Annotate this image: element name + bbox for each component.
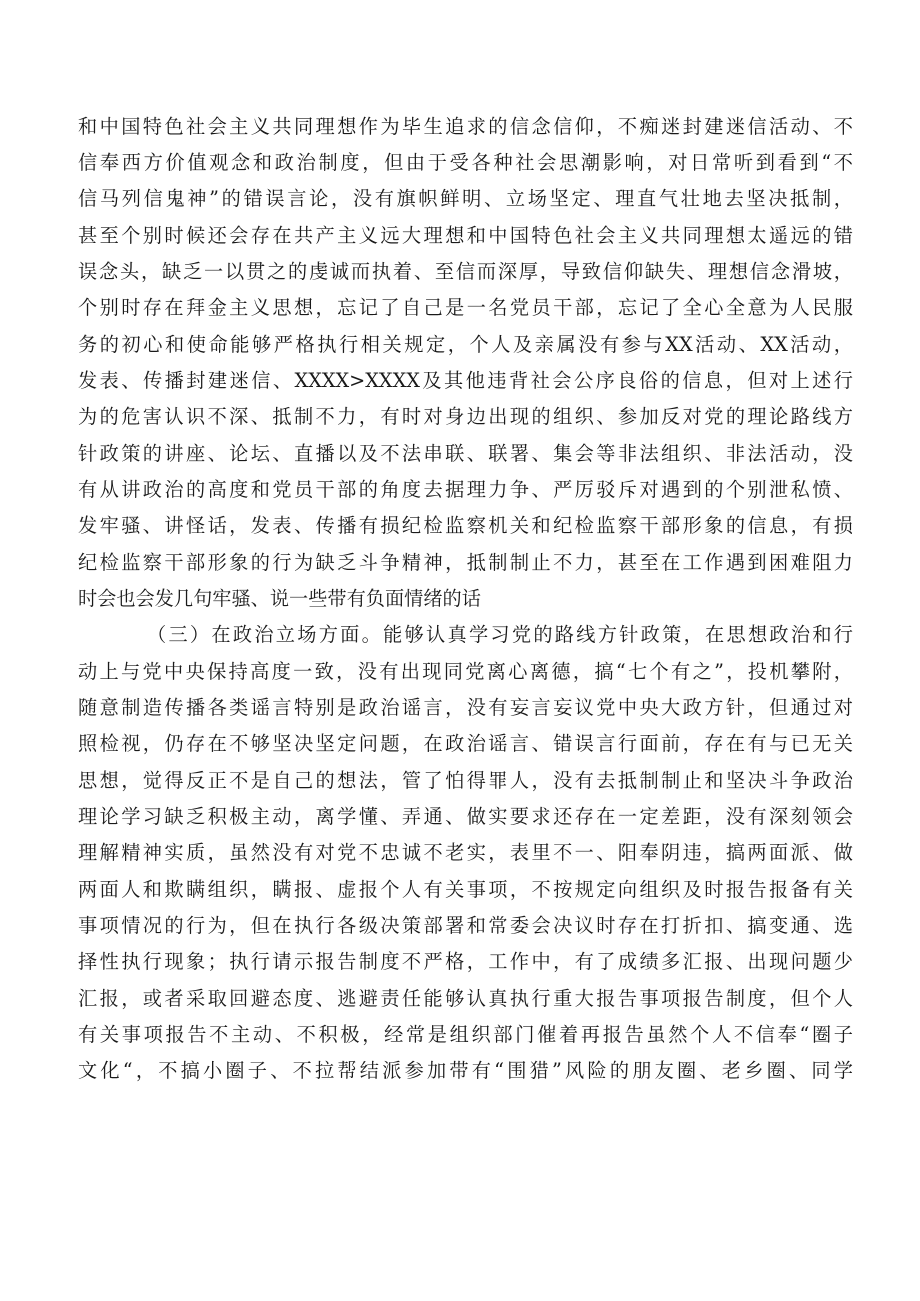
body-text — [78, 109, 853, 1289]
text-line: 理论学习缺乏积极主动，离学懂、弄通、做实要求还存在一定差距，没有深刻领会 — [78, 805, 853, 828]
text-line: 发表、传播封建迷信、XXXX>XXXX及其他违背社会公序良俗的信息，但对上述行 — [78, 369, 853, 392]
text-line: 汇报，或者采取回避态度、逃避责任能够认真执行重大报告事项报告制度，但个人 — [78, 987, 853, 1010]
text-line: 为的危害认识不深、抵制不力，有时对身边出现的组织、参加反对党的理论路线方 — [78, 405, 853, 428]
text-line: 照检视，仍存在不够坚决坚定问题，在政治谣言、错误言行面前，存在有与已无关 — [78, 732, 853, 755]
section-heading-line: （三）在政治立场方面。能够认真学习党的路线方针政策，在思想政治和行 — [147, 623, 853, 646]
text-line: 事项情况的行为，但在执行各级决策部署和常委会决议时存在打折扣、搞变通、选 — [78, 914, 853, 937]
text-line: 甚至个别时候还会存在共产主义远大理想和中国特色社会主义共同理想太遥远的错 — [78, 224, 853, 247]
text-line: 和中国特色社会主义共同理想作为毕生追求的信念信仰，不痴迷封建迷信活动、不 — [78, 115, 853, 138]
text-line: 误念头，缺乏一以贯之的虔诚而执着、至信而深厚，导致信仰缺失、理想信念滑坡， — [78, 260, 853, 283]
text-line: 理解精神实质，虽然没有对党不忠诚不老实，表里不一、阳奉阴违，搞两面派、做 — [78, 841, 853, 864]
text-line: 时会也会发几句牢骚、说一些带有负面情绪的话 — [78, 587, 481, 610]
text-line: 信奉西方价值观念和政治制度，但由于受各种社会思潮影响，对日常听到看到“不 — [78, 151, 853, 174]
text-line: 针政策的讲座、论坛、直播以及不法串联、联署、集会等非法组织、非法活动，没 — [78, 442, 853, 465]
text-line: 务的初心和使命能够严格执行相关规定，个人及亲属没有参与XX活动、XX活动， — [78, 333, 853, 356]
text-line: 动上与党中央保持高度一致，没有出现同党离心离德，搞“七个有之”，投机攀附， — [78, 660, 853, 683]
text-line: 文化“，不搞小圈子、不拉帮结派参加带有“围猎”风险的朋友圈、老乡圈、同学 — [78, 1059, 853, 1082]
text-line: 有关事项报告不主动、不积极，经常是组织部门催着再报告虽然个人不信奉“圈子 — [78, 1023, 853, 1046]
text-line: 纪检监察干部形象的行为缺乏斗争精神，抵制制止不力，甚至在工作遇到困难阻力 — [78, 551, 853, 574]
text-line: 信马列信鬼神”的错误言论，没有旗帜鲜明、立场坚定、理直气壮地去坚决抵制， — [78, 187, 853, 210]
text-line: 两面人和欺瞒组织，瞒报、虚报个人有关事项，不按规定向组织及时报告报备有关 — [78, 878, 853, 901]
text-line: 个别时存在拜金主义思想，忘记了自己是一名党员干部，忘记了全心全意为人民服 — [78, 296, 853, 319]
text-line: 择性执行现象；执行请示报告制度不严格，工作中，有了成绩多汇报、出现问题少 — [78, 950, 853, 973]
text-line: 思想，觉得反正不是自己的想法，管了怕得罪人，没有去抵制制止和坚决斗争政治 — [78, 769, 853, 792]
text-line: 发牢骚、讲怪话，发表、传播有损纪检监察机关和纪检监察干部形象的信息，有损 — [78, 514, 853, 537]
text-line: 有从讲政治的高度和党员干部的角度去据理力争、严厉驳斥对遇到的个别泄私愤、 — [78, 478, 853, 501]
text-line: 随意制造传播各类谣言特别是政治谣言，没有妄言妄议党中央大政方针，但通过对 — [78, 696, 853, 719]
